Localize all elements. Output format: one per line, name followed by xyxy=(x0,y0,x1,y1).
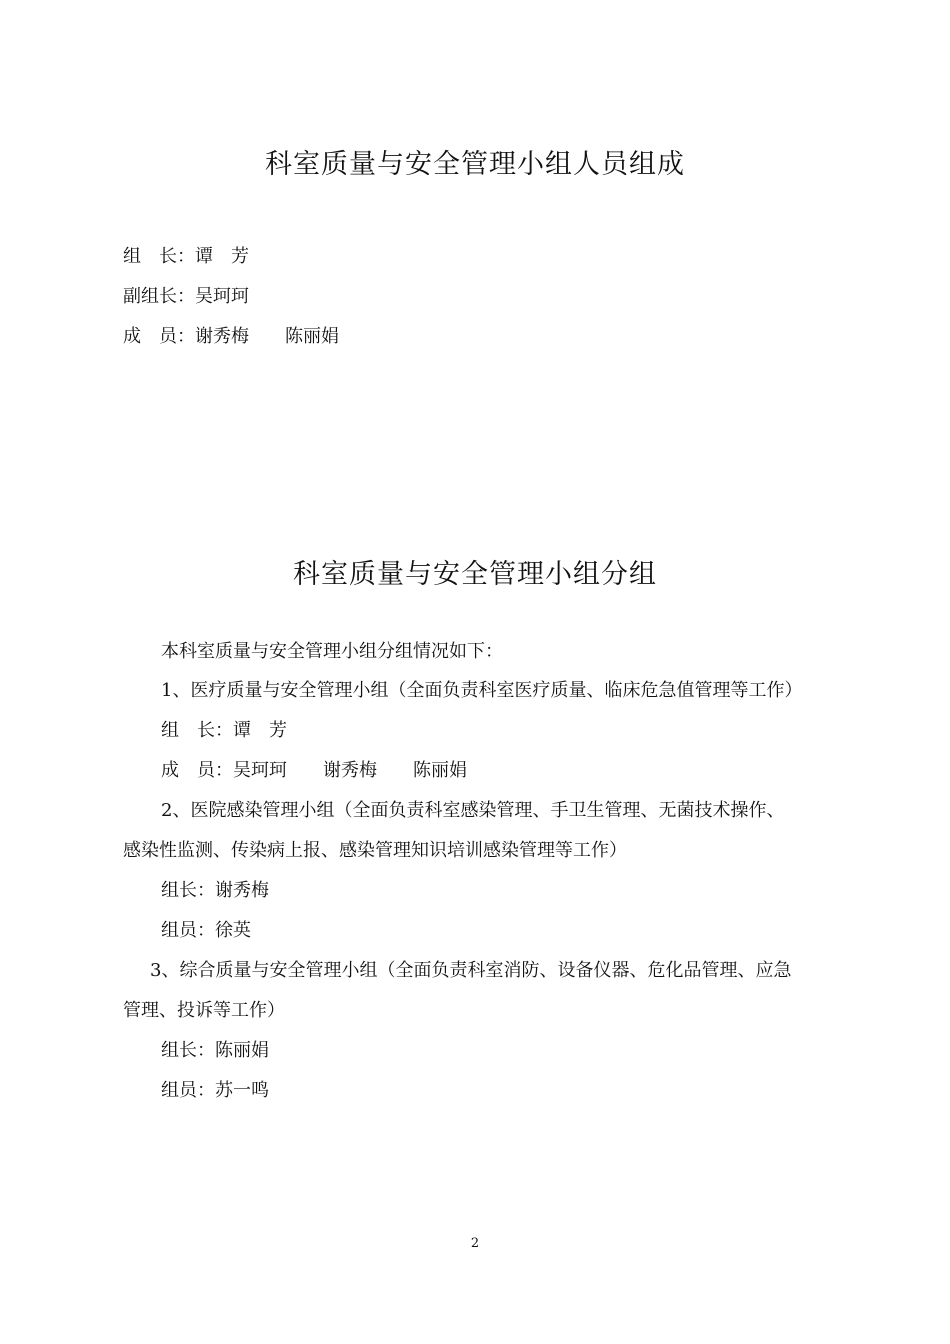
group2-heading-line1: 2、医院感染管理小组（全面负责科室感染管理、手卫生管理、无菌技术操作、 xyxy=(161,800,785,821)
section1-deputy: 副组长：吴珂珂 xyxy=(123,286,249,307)
section2-title: 科室质量与安全管理小组分组 xyxy=(293,559,657,590)
section1-members: 成 员：谢秀梅 陈丽娟 xyxy=(123,326,339,347)
group2-leader: 组长：谢秀梅 xyxy=(161,880,269,901)
section2-intro: 本科室质量与安全管理小组分组情况如下： xyxy=(161,641,503,662)
group1-heading: 1、医疗质量与安全管理小组（全面负责科室医疗质量、临床危急值管理等工作） xyxy=(161,680,803,701)
group3-heading-line2: 管理、投诉等工作） xyxy=(123,1000,285,1021)
section1-title: 科室质量与安全管理小组人员组成 xyxy=(265,149,685,180)
group2-members: 组员：徐英 xyxy=(161,920,251,941)
group3-members: 组员：苏一鸣 xyxy=(161,1080,269,1101)
group3-heading-line1: 3、综合质量与安全管理小组（全面负责科室消防、设备仪器、危化品管理、应急 xyxy=(150,960,792,981)
section1-leader: 组 长：谭 芳 xyxy=(123,246,249,267)
group2-heading-line2: 感染性监测、传染病上报、感染管理知识培训感染管理等工作） xyxy=(123,840,627,861)
group1-leader: 组 长：谭 芳 xyxy=(161,720,287,741)
page-number: 2 xyxy=(470,1236,480,1251)
group3-leader: 组长：陈丽娟 xyxy=(161,1040,269,1061)
group1-members: 成 员：吴珂珂 谢秀梅 陈丽娟 xyxy=(161,760,467,781)
